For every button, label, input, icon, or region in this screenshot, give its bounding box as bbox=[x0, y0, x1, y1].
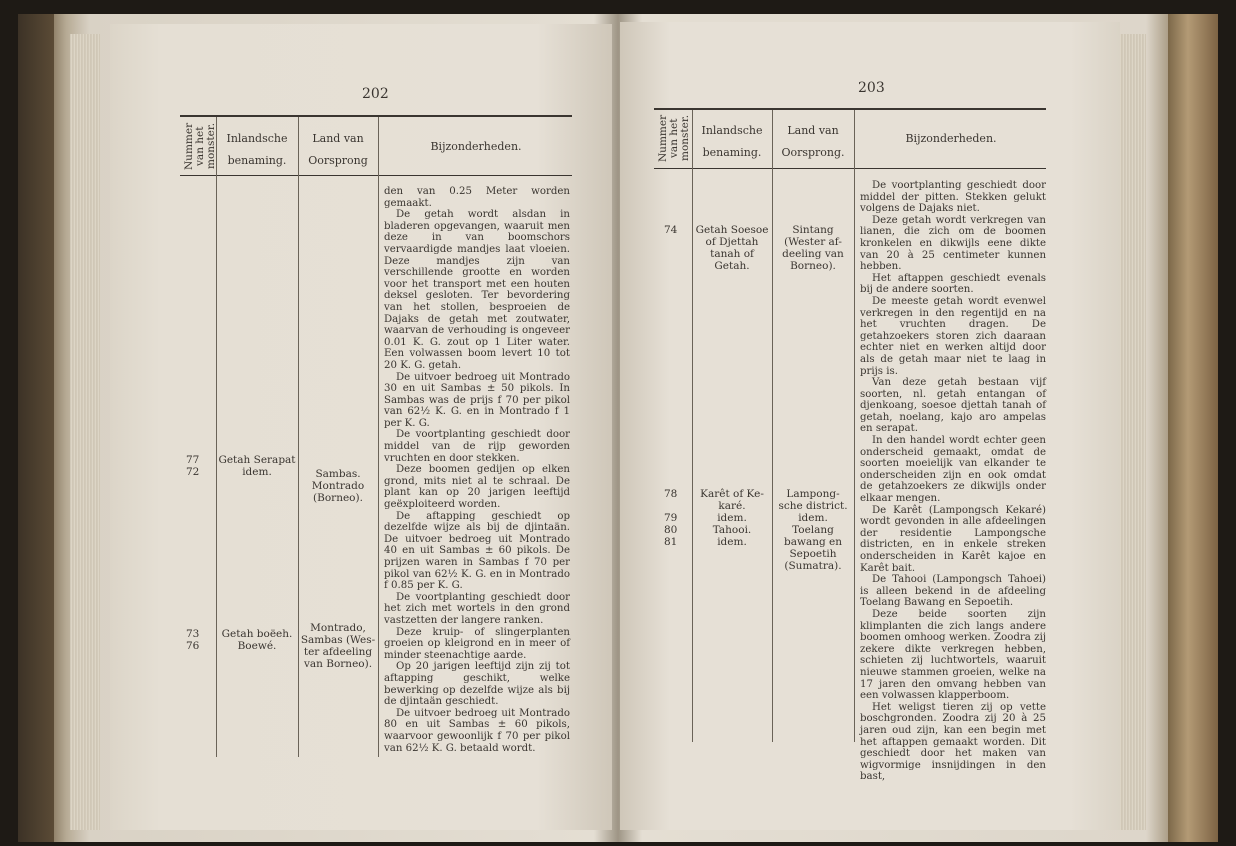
header-native-name: Inlandsche benaming. bbox=[701, 124, 763, 159]
paragraph: De voortplanting geschiedt door middel der pitten. Stekken gelukt volgens de Dajaks niet. bbox=[860, 180, 1046, 215]
sample-numbers: 74 bbox=[664, 224, 678, 236]
details-text bbox=[384, 186, 570, 754]
column-divider bbox=[854, 110, 855, 742]
sample-numbers: 78 79 80 81 bbox=[664, 488, 678, 548]
paragraph: De uitvoer bedroeg uit Montrado 30 en uit Sambas ± 50 pikols. In Sambas was de prijs f 70 per pikol van 62½ K. G. en in Montrado f 1 per K. G. bbox=[384, 371, 570, 429]
paragraph: Op 20 jarigen leeftijd zijn zij tot aftapping geschikt, welke bewerking op dezelfde wijze als bij de djintaän geschiedt. bbox=[384, 661, 570, 708]
column-divider bbox=[772, 110, 773, 742]
right-page bbox=[620, 22, 1120, 830]
header-native-name: Inlandsche benaming. bbox=[226, 132, 288, 167]
native-name: Getah boëeh. Boewé. bbox=[221, 628, 293, 652]
paragraph: De aftapping geschiedt op dezelfde wijze als bij de djintaän. De uitvoer bedroeg uit Montrado 40 en uit Sambas ± 60 pikols. De prijzen waren in Sambas f 70 per pikol van 62½ K. G. en in Montrado f 0.85 per K. G. bbox=[384, 510, 570, 592]
origin: Sambas. Montrado (Borneo). bbox=[311, 468, 365, 504]
paragraph: den van 0.25 Meter worden gemaakt. bbox=[384, 186, 570, 209]
paragraph: Deze getah wordt verkregen van lianen, die zich om de boomen kronkelen en dikwijls eene dikte van 20 à 25 centimeter kunnen hebben. bbox=[860, 214, 1046, 273]
origin: Lampong- sche district. idem. Toelang bawang en Sepoetih (Sumatra). bbox=[778, 488, 848, 572]
table-header-rule bbox=[654, 168, 1046, 169]
paragraph: De Karêt (Lampongsch Kekaré) wordt gevonden in alle afdeelingen der residentie Lampongsche districten, en in enkele streken onderscheiden in Karêt kajoe en Karêt bait. bbox=[860, 504, 1046, 574]
page-number: 202 bbox=[362, 86, 389, 102]
paragraph: Het aftappen geschiedt evenals bij de andere soorten. bbox=[860, 272, 1046, 296]
left-page bbox=[110, 24, 612, 830]
details-text bbox=[860, 180, 1046, 783]
book-cover-left bbox=[18, 14, 54, 842]
paragraph: De uitvoer bedroeg uit Montrado 80 en uit Sambas ± 60 pikols, waarvoor gewoonlijk f 70 per pikol van 62½ K. G. betaald wordt. bbox=[384, 707, 570, 754]
paragraph: Deze kruip- of slingerplanten groeien op kleigrond en in meer of minder steenachtige aarde. bbox=[384, 626, 570, 661]
header-origin: Land van Oorsprong bbox=[308, 132, 368, 167]
origin: Sintang (Wester af- deeling van Borneo). bbox=[782, 224, 844, 272]
header-sample-number: Nummer van het monster. bbox=[657, 114, 691, 162]
sample-numbers: 77 72 bbox=[186, 454, 200, 478]
origin: Montrado, Sambas (Wes- ter afdeeling van Borneo). bbox=[300, 622, 376, 670]
table-top-rule bbox=[654, 108, 1046, 110]
table-top-rule bbox=[180, 115, 572, 117]
sample-numbers: 73 76 bbox=[186, 628, 200, 652]
book-cover-right bbox=[1168, 14, 1218, 842]
paragraph: De voortplanting geschiedt door het zich met wortels in den grond vastzetten der langere ranken. bbox=[384, 591, 570, 626]
paragraph: De voortplanting geschiedt door middel van de rijp geworden vruchten en door stekken. bbox=[384, 429, 570, 464]
header-origin: Land van Oorsprong. bbox=[781, 124, 845, 159]
paragraph: Het weligst tieren zij op vette boschgronden. Zoodra zij 20 à 25 jaren oud zijn, kan een begin met het aftappen gemaakt worden. Dit geschiedt door het maken van wigvormige insnijdingen in den bast, bbox=[860, 701, 1046, 783]
table-header-rule bbox=[180, 175, 572, 176]
page-edges-left bbox=[70, 34, 100, 830]
paragraph: De Tahooi (Lampongsch Tahoei) is alleen bekend in de afdeeling Toelang Bawang en Sepoetih. bbox=[860, 574, 1046, 609]
paragraph: Deze beide soorten zijn klimplanten die zich langs andere boomen omhoog werken. Zoodra zij zekere dikte verkregen hebben, schieten zij luchtwortels, waaruit nieuwe stammen groeien, welke na 17 jaren den omvang hebben van een volwassen klapperboom. bbox=[860, 608, 1046, 702]
paragraph: De getah wordt alsdan in bladeren opgevangen, waaruit men deze in van boomschors vervaardigde mandjes laat vloeien. Deze mandjes zijn van verschillende grootte en worden voor het transport met een houten deksel gesloten. Ter bevordering van het stollen, besproeien de Dajaks de getah met zoutwater, waarvan de verhouding is ongeveer 0.01 K. G. zout op 1 Liter water. Een volwassen boom levert 10 tot 20 K. G. getah. bbox=[384, 209, 570, 371]
native-name: Getah Serapat idem. bbox=[218, 454, 296, 478]
column-divider bbox=[298, 117, 299, 757]
column-divider bbox=[216, 117, 217, 757]
header-sample-number: Nummer van het monster. bbox=[183, 122, 217, 170]
open-book bbox=[18, 14, 1218, 842]
header-details: Bijzonderheden. bbox=[430, 140, 522, 153]
column-divider bbox=[378, 117, 379, 757]
native-name: Karêt of Ke- karé. idem. Tahooi. idem. bbox=[700, 488, 764, 548]
page-edges-right bbox=[1116, 34, 1146, 830]
paragraph: Van deze getah bestaan vijf soorten, nl. getah entangan of djenkoang, soesoe djettah tanah of getah, noelang, kajo aro ampelas en serapat. bbox=[860, 377, 1046, 435]
native-name: Getah Soesoe of Djettah tanah of Getah. bbox=[695, 224, 769, 272]
paragraph: Deze boomen gedijen op elken grond, mits niet al te schraal. De plant kan op 20 jarigen leeftijd geëxploiteerd worden. bbox=[384, 464, 570, 511]
paragraph: In den handel wordt echter geen onderscheid gemaakt, omdat de soorten moeielijk van elkander te onderscheiden zijn en ook omdat de getahzoekers ze dikwijls onder elkaar mengen. bbox=[860, 435, 1046, 505]
header-details: Bijzonderheden. bbox=[905, 132, 997, 145]
paragraph: De meeste getah wordt evenwel verkregen in den regentijd en na het vruchten dragen. De getahzoekers storen zich daaraan echter niet en werken altijd door als de getah maar niet te laag in prijs is. bbox=[860, 295, 1046, 377]
page-number: 203 bbox=[858, 80, 885, 96]
column-divider bbox=[692, 110, 693, 742]
